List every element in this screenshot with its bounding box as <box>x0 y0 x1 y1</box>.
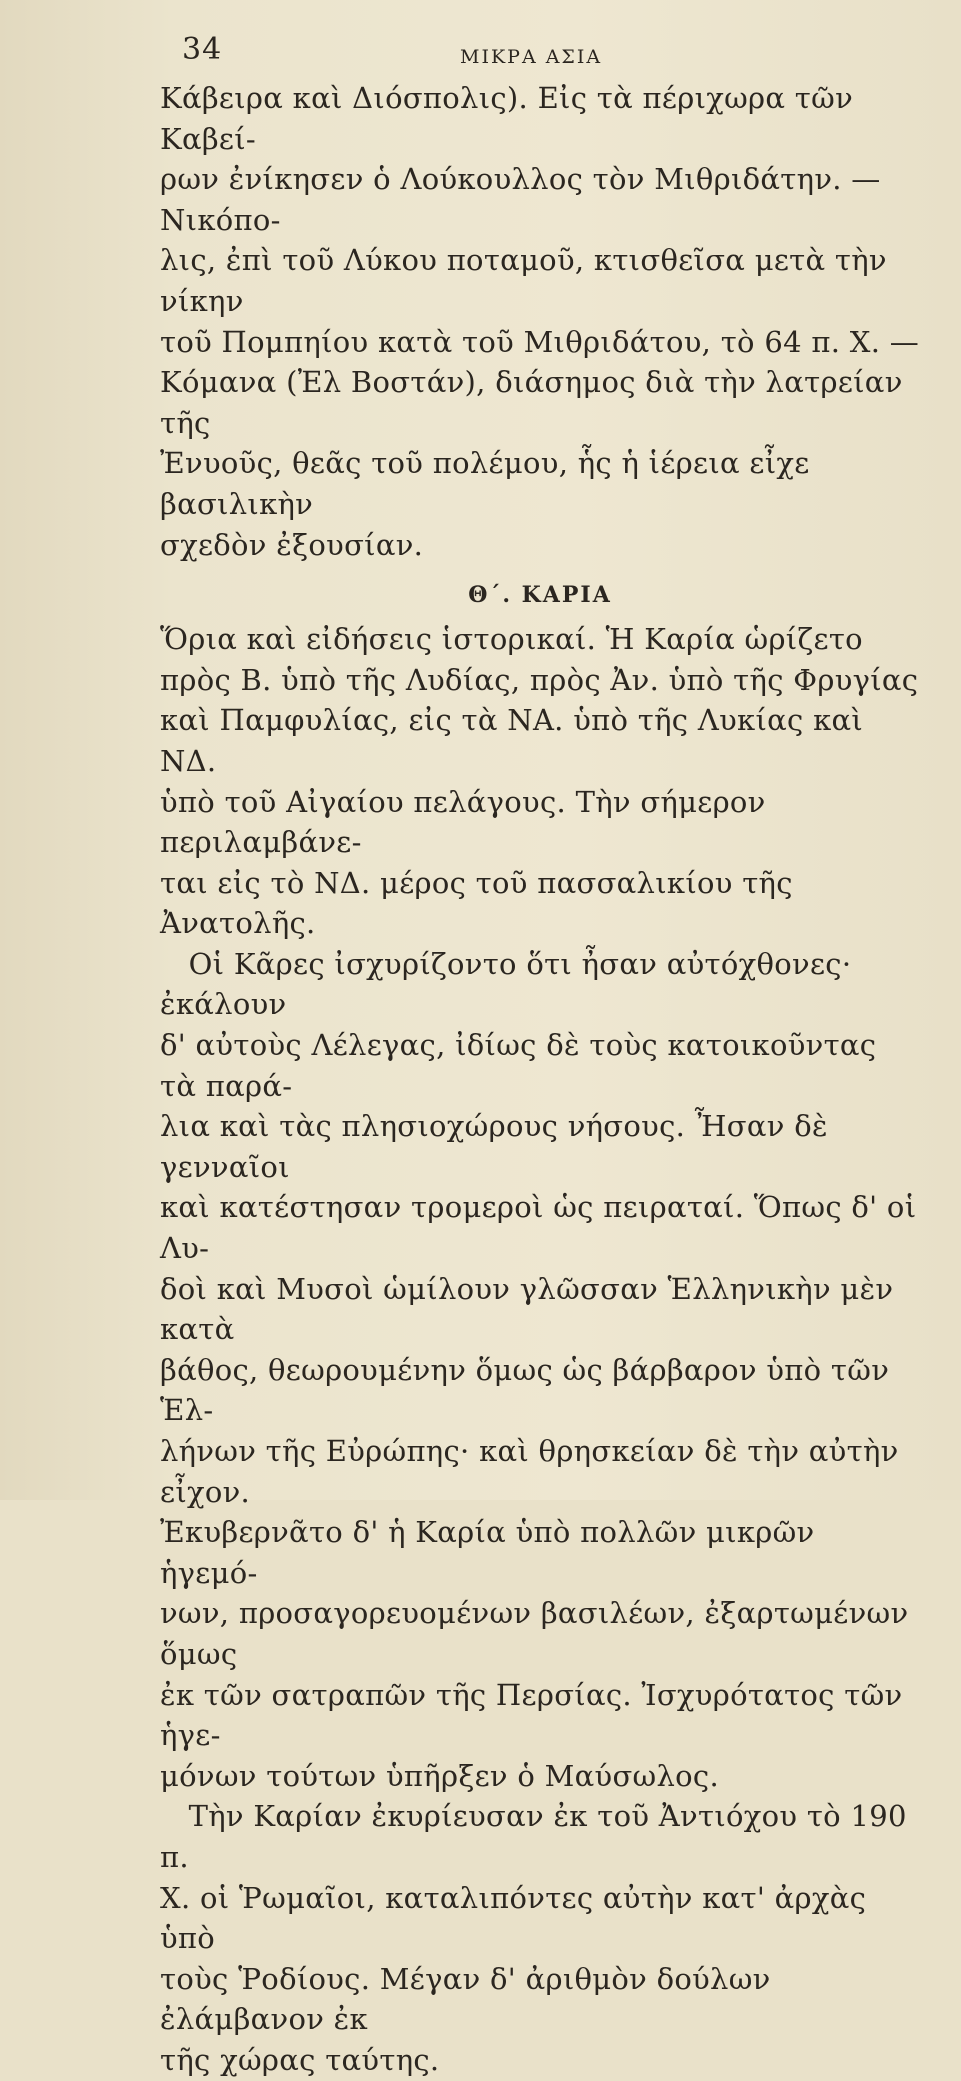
paragraph-carians: Οἱ Κᾶρες ἰσχυρίζοντο ὅτι ἦσαν αὐτόχθονες· ἐκάλουν δ' αὐτοὺς Λέλεγας, ἰδίως δὲ τοὺς κατοικοῦντας τὰ παρά- λια καὶ τὰς πλησιοχώρους νήσους. Ἦσαν δὲ γενναῖοι καὶ κατέστησαν τρομεροὶ ὡς πειραταί. Ὅπως δ' οἱ Λυ- δοὶ καὶ Μυσοὶ ὡμίλουν γλῶσσαν Ἑλληνικὴν μὲν κατὰ βάθος, θεωρουμένην ὅμως ὡς βάρβαρον ὑπὸ τῶν Ἑλ- λήνων τῆς Εὐρώπης· καὶ θρησκείαν δὲ τὴν αὐτὴν εἶχον. Ἐκυβερνᾶτο δ' ἡ Καρία ὑπὸ πολλῶν μικρῶν ἡγεμό- νων, προσαγορευομένων βασιλέων, ἐξαρτωμένων ὅμως ἐκ τῶν σατραπῶν τῆς Περσίας. Ἰσχυρότατος τῶν ἡγε- μόνων τούτων ὑπῆρξεν ὁ Μαύσωλος. <box>160 946 917 1793</box>
page-header <box>160 28 901 78</box>
paragraph-romans: Τὴν Καρίαν ἐκυρίευσαν ἐκ τοῦ Ἀντιόχου τὸ 190 π. Χ. οἱ Ῥωμαῖοι, καταλιπόντες αὐτὴν κατ' ἀρχὰς ὑπὸ τοὺς Ῥοδίους. Μέγαν δ' ἀριθμὸν δούλων ἐλάμβανον ἐκ τῆς χώρας ταύτης. <box>160 1799 907 2077</box>
intro-paragraph: Κάβειρα καὶ Διόσπολις). Εἰς τὰ πέριχωρα τῶν Καβεί- ρων ἐνίκησεν ὁ Λούκουλλος τὸν Μιθριδάτην. —Νικόπο- λις, ἐπὶ τοῦ Λύκου ποταμοῦ, κτισθεῖσα μετὰ τὴν νίκην τοῦ Πομπηίου κατὰ τοῦ Μιθριδάτου, τὸ 64 π. Χ. — Κόμανα (Ἐλ Βοστάν), διάσημος διὰ τὴν λατρείαν τῆς Ἐνυοῦς, θεᾶς τοῦ πολέμου, ἧς ἡ ἱέρεια εἶχε βασιλικὴν σχεδὸν ἐξουσίαν. <box>160 81 920 562</box>
page-body <box>160 78 920 2081</box>
running-title: ΜΙΚΡΑ ΑΣΙΑ <box>460 46 603 68</box>
page-number: 34 <box>182 32 223 67</box>
section-heading: Θ΄. ΚΑΡΙΑ <box>468 582 612 609</box>
paragraph-borders: Ὅρια καὶ εἰδήσεις ἱστορικαί. Ἡ Καρία ὡρίζετο πρὸς Β. ὑπὸ τῆς Λυδίας, πρὸς Ἀν. ὑπὸ τῆς Φρυγίας καὶ Παμφυλίας, εἰς τὰ ΝΑ. ὑπὸ τῆς Λυκίας καὶ ΝΔ. ὑπὸ τοῦ Αἰγαίου πελάγους. Τὴν σήμερον περιλαμβάνε- ται εἰς τὸ ΝΔ. μέρος τοῦ πασσαλικίου τῆς Ἀνατολῆς. <box>160 622 919 941</box>
